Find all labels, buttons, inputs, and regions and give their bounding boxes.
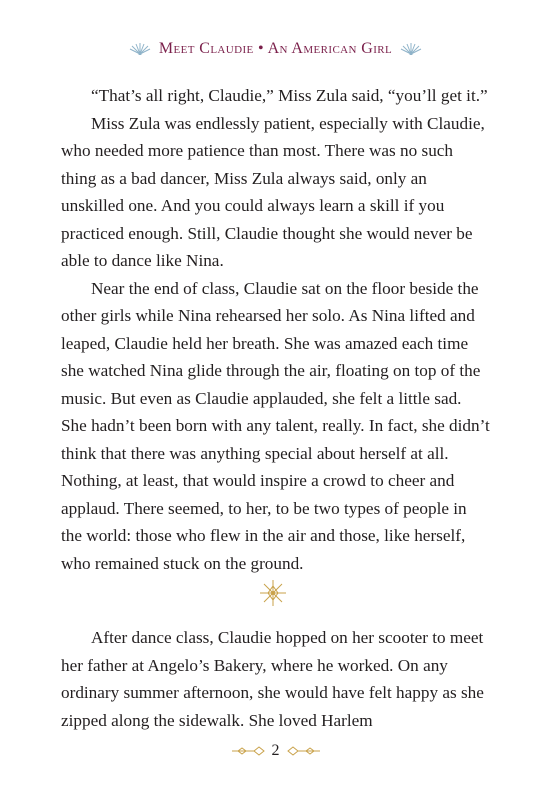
fan-ornament-icon	[400, 43, 422, 55]
art-deco-sunburst-icon	[258, 578, 288, 608]
running-header	[0, 40, 551, 58]
body-section-2	[61, 624, 491, 734]
page-number: 2	[271, 742, 280, 759]
paragraph: After dance class, Claudie hopped on her scooter to meet her father at Angelo’s Bakery, where he worked. On any ordinary summer afternoon, she would have felt happy as she zipped along the sidewalk. She loved Harlem	[61, 628, 484, 730]
flourish-icon	[286, 745, 320, 757]
header-title: Meet Claudie • An American Girl	[158, 40, 393, 57]
paragraph: “That’s all right, Claudie,” Miss Zula said, “you’ll get it.”	[91, 86, 488, 105]
page-footer	[0, 742, 551, 760]
fan-ornament-icon	[129, 43, 151, 55]
body-section-1	[61, 82, 491, 577]
flourish-icon	[232, 745, 266, 757]
paragraph: Near the end of class, Claudie sat on the floor beside the other girls while Nina rehearsed her solo. As Nina lifted and leaped, Claudie held her breath. She was amazed each time she watched Nina glide through the air, floating on top of the music. But even as Claudie applauded, she felt a little sad. She hadn’t been born with any talent, really. In fact, she didn’t think that there was anything special about herself at all. Nothing, at least, that would inspire a crowd to cheer and applaud. There seemed, to her, to be two types of people in the world: those who flew in the air and those, like herself, who remained stuck on the ground.	[61, 278, 490, 573]
paragraph: Miss Zula was endlessly patient, especially with Claudie, who needed more patience than most. There was no such thing as a bad dancer, Miss Zula always said, only an unskilled one. And you could always learn a skill if you practiced enough. Still, Claudie thought she would never be able to dance like Nina.	[61, 113, 485, 270]
